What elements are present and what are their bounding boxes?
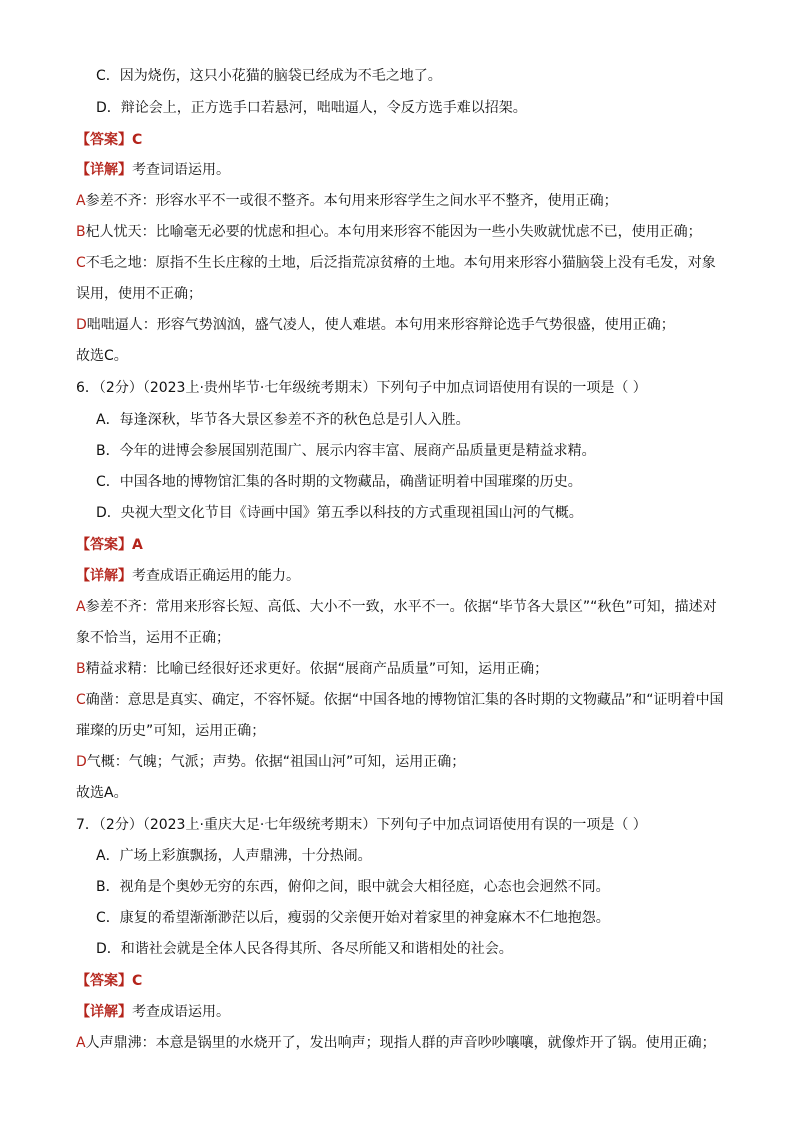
analysis-key: B [76,224,86,240]
detail-label: 【详解】 [76,1004,132,1020]
q6-conclusion: 故选A。 [76,785,128,801]
analysis-text: 人声鼎沸：本意是锅里的水烧开了，发出响声；现指人群的声音吵吵嚷嚷，就像炸开了锅。使用正确； [85,1035,716,1051]
analysis-text: 不毛之地：原指不生长庄稼的土地，后泛指荒凉贫瘠的土地。本句用来形容小猫脑袋上没有毛发，对象 [85,255,716,271]
analysis-line [76,222,702,242]
detail-label: 【详解】 [76,162,132,178]
analysis-text: 杞人忧天：比喻毫无必要的忧虑和担心。本句用来形容不能因为一些小失败就忧虑不已，使用正确； [85,224,702,240]
q7-answer [76,971,142,991]
answer-value: C [132,132,143,148]
analysis-text: 气概：气魄；气派；声势。依据“祖国山河”可知，运用正确； [86,754,466,770]
analysis-line [76,191,618,211]
q6-option-a: A．每逢深秋，毕节各大景区参差不齐的秋色总是引人入胜。 [96,412,470,428]
detail-intro: 考查成语正确运用的能力。 [132,568,300,584]
answer-label: 【答案】 [76,537,132,553]
answer-value: C [132,973,143,989]
q7-detail [76,1002,230,1022]
q7-stem: 7．（2分）（2023上·重庆大足·七年级统考期末）下列句子中加点词语使用有误的一项是（ ） [76,817,647,833]
analysis-key: C [76,692,86,708]
analysis-key: A [76,599,86,615]
q6-option-d: D．央视大型文化节目《诗画中国》第五季以科技的方式重现祖国山河的气概。 [96,505,583,521]
analysis-key: D [76,754,87,770]
detail-intro: 考查词语运用。 [132,162,230,178]
analysis-text: 咄咄逼人：形容气势汹汹，盛气凌人，使人难堪。本句用来形容辩论选手气势很盛，使用正确； [86,317,675,333]
answer-label: 【答案】 [76,132,132,148]
analysis-line [76,253,716,273]
analysis-text: 确凿：意思是真实、确定，不容怀疑。依据“中国各地的博物馆汇集的各时期的文物藏品”和“证明着中国 [85,692,724,708]
q6-stem: 6．（2分）（2023上·贵州毕节·七年级统考期末）下列句子中加点词语使用有误的一项是（ ） [76,380,647,396]
q5-option-c: C．因为烧伤，这只小花猫的脑袋已经成为不毛之地了。 [96,68,442,84]
detail-intro: 考查成语运用。 [132,1004,230,1020]
q5-detail [76,160,230,180]
analysis-key: B [76,661,86,677]
q5-option-d: D．辩论会上，正方选手口若悬河，咄咄逼人，令反方选手难以招架。 [96,100,527,116]
q7-option-d: D．和谐社会就是全体人民各得其所、各尽所能又和谐相处的社会。 [96,941,513,957]
q7-option-b: B．视角是个奥妙无穷的东西，俯仰之间，眼中就会大相径庭，心态也会迥然不同。 [96,879,610,895]
q5-answer [76,130,142,150]
q5-conclusion: 故选C。 [76,348,128,364]
analysis-key: C [76,255,86,271]
analysis-line-cont: 璀璨的历史”可知，运用正确； [76,723,266,739]
analysis-line [76,690,724,710]
analysis-line [76,1033,716,1053]
analysis-text: 参差不齐：常用来形容长短、高低、大小不一致，水平不一。依据“毕节各大景区”“秋色”可知，描述对 [85,599,717,615]
analysis-key: D [76,317,87,333]
analysis-key: A [76,193,86,209]
analysis-line [76,315,675,335]
analysis-line-cont: 象不恰当，运用不正确； [76,630,230,646]
q6-detail [76,566,300,586]
q6-answer [76,535,143,555]
q6-option-c: C．中国各地的博物馆汇集的各时期的文物藏品，确凿证明着中国璀璨的历史。 [96,474,582,490]
analysis-text: 精益求精：比喻已经很好还求更好。依据“展商产品质量”可知，运用正确； [85,661,549,677]
answer-value: A [132,537,143,553]
q7-option-a: A．广场上彩旗飘扬，人声鼎沸，十分热闹。 [96,848,372,864]
detail-label: 【详解】 [76,568,132,584]
analysis-line [76,659,548,679]
analysis-line-cont: 误用，使用不正确； [76,286,202,302]
q6-option-b: B．今年的进博会参展国别范围广、展示内容丰富、展商产品质量更是精益求精。 [96,443,596,459]
answer-label: 【答案】 [76,973,132,989]
analysis-key: A [76,1035,86,1051]
analysis-line [76,597,717,617]
analysis-text: 参差不齐：形容水平不一或很不整齐。本句用来形容学生之间水平不整齐，使用正确； [85,193,618,209]
q7-option-c: C．康复的希望渐渐渺茫以后，瘦弱的父亲便开始对着家里的神龛麻木不仁地抱怨。 [96,910,610,926]
analysis-line [76,752,465,772]
